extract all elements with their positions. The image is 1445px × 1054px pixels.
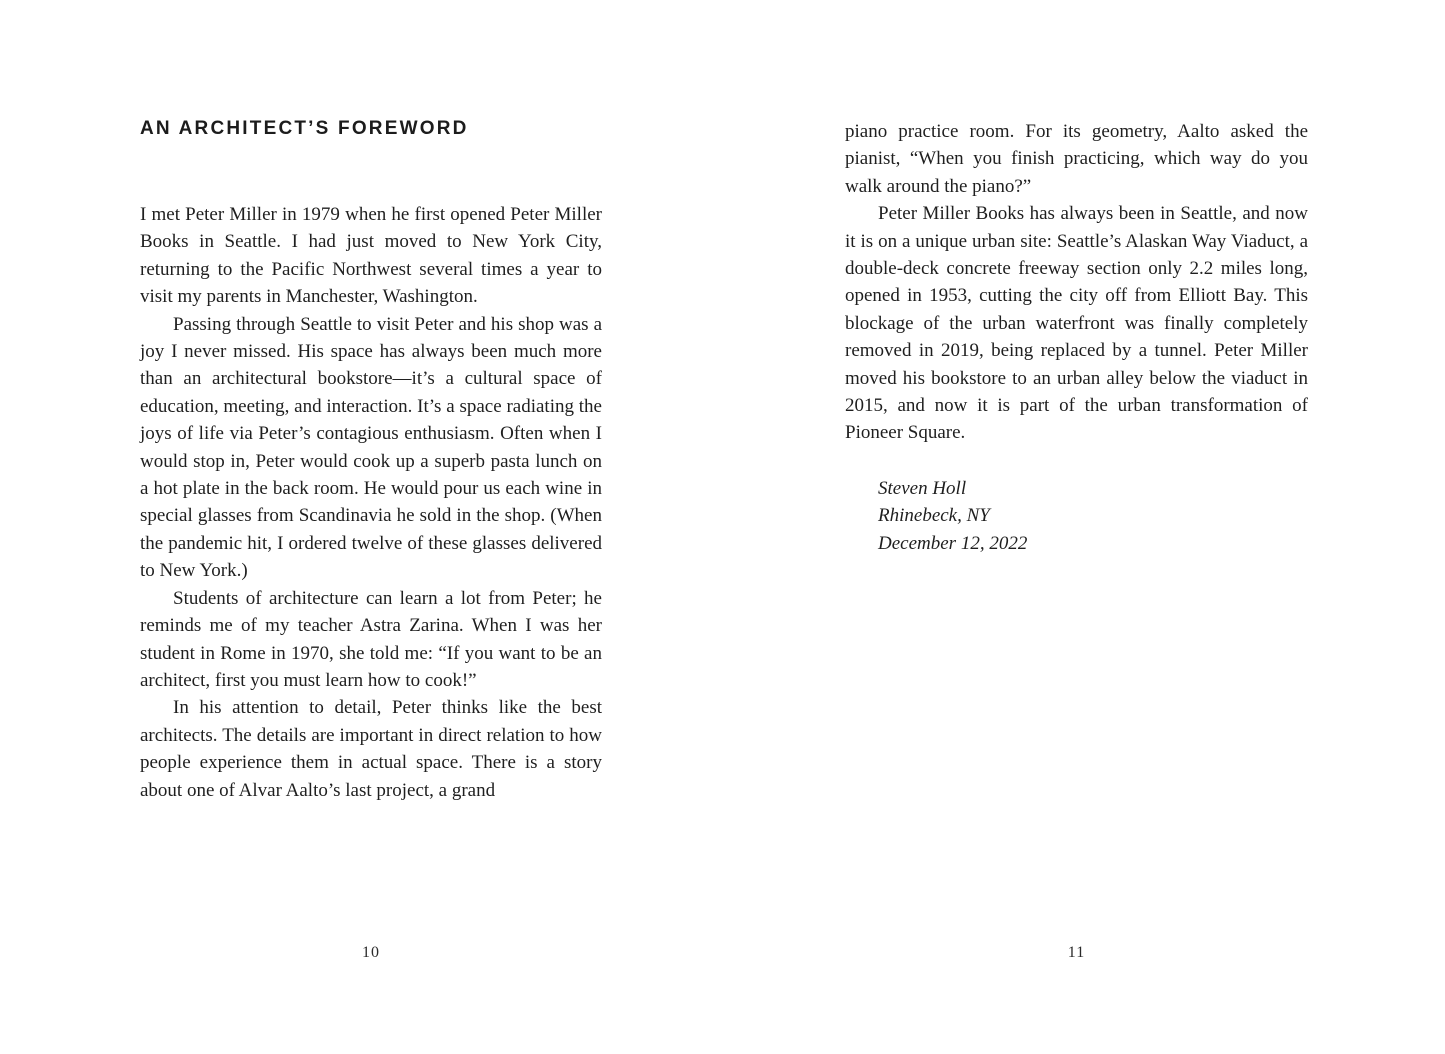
signature-place: Rhinebeck, NY [878,505,990,527]
left-page-body [140,201,602,804]
book-page-right [845,0,1308,1054]
paragraph: piano practice room. For its geometry, Aalto asked the pianist, “When you finish practicing, which way do you walk around the piano?” [845,121,1308,197]
right-page-body [845,118,1308,557]
paragraph: Passing through Seattle to visit Peter and his shop was a joy I never missed. His space has always been much more than an architectural bookstore—it’s a cultural space of education, meeting, and interaction. It’s a space radiating the joys of life via Peter’s contagious enthusiasm. Often when I would stop in, Peter would cook up a superb pasta lunch on a hot plate in the back room. He would pour us each wine in special glasses from Scandinavia he sold in the shop. (When the pandemic hit, I ordered twelve of these glasses delivered to New York.) [140,313,602,582]
signature-block [845,475,1308,557]
chapter-heading: AN ARCHITECT’S FOREWORD [140,118,469,139]
signature-name: Steven Holl [878,477,967,499]
page-number-right: 11 [1067,944,1086,961]
paragraph: In his attention to detail, Peter thinks like the best architects. The details are important in direct relation to how people experience them in actual space. There is a story about one of Alvar Aalto’s last project, a grand [140,697,602,801]
paragraph: I met Peter Miller in 1979 when he first opened Peter Miller Books in Seattle. I had just moved to New York City, returning to the Pacific Northwest several times a year to visit my parents in Manchester, Washington. [140,204,602,308]
signature-date: December 12, 2022 [878,532,1028,554]
page-number-left: 10 [362,944,380,961]
book-page-left [140,0,602,1054]
paragraph: Students of architecture can learn a lot from Peter; he reminds me of my teacher Astra Zarina. When I was her student in Rome in 1970, she told me: “If you want to be an architect, first you must learn how to cook!” [140,587,602,691]
paragraph: Peter Miller Books has always been in Seattle, and now it is on a unique urban site: Seattle’s Alaskan Way Viaduct, a double-deck concrete freeway section only 2.2 miles long, opened in 1953, cutting the city off from Elliott Bay. This blockage of the urban waterfront was finally completely removed in 2019, being replaced by a tunnel. Peter Miller moved his bookstore to an urban alley below the viaduct in 2015, and now it is part of the urban transformation of Pioneer Square. [845,203,1308,444]
